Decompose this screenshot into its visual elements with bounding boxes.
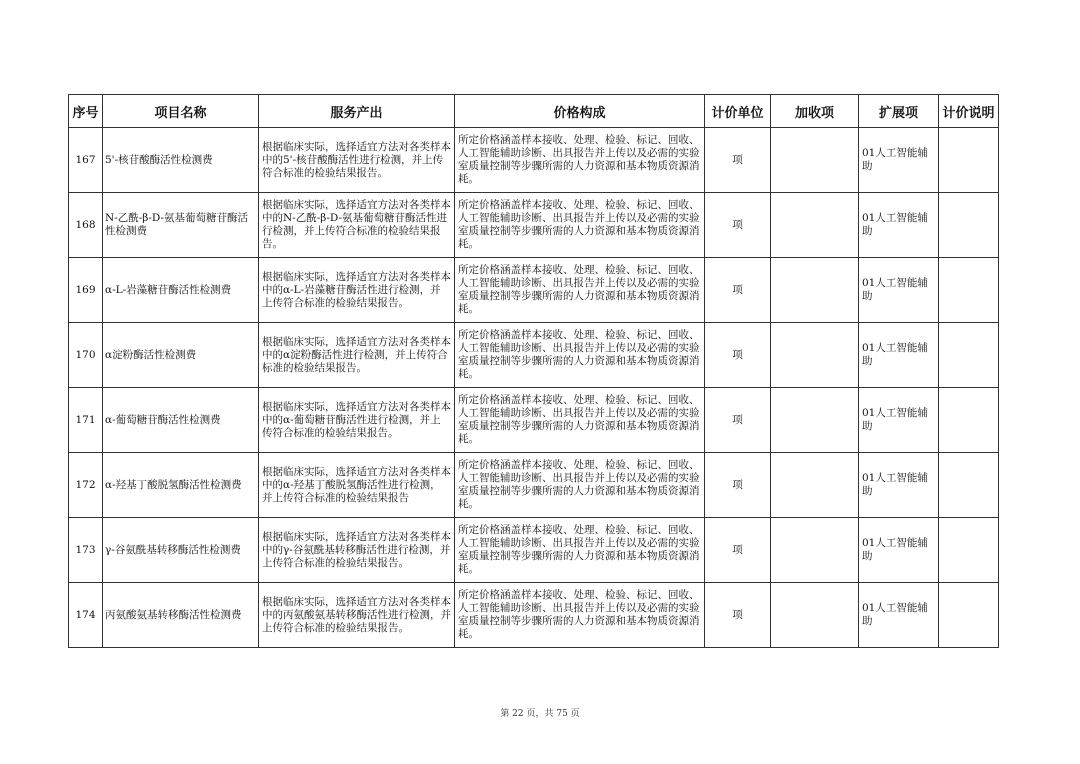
row-price: 所定价格涵盖样本接收、处理、检验、标记、回收、人工智能辅助诊断、出具报告并上传以及必需的实验室质量控制等步骤所需的人力资源和基本物质资源消耗。 — [455, 128, 705, 193]
row-note — [939, 453, 999, 518]
header-row — [69, 95, 999, 128]
row-name: α-羟基丁酸脱氢酶活性检测费 — [103, 453, 259, 518]
row-seq: 173 — [69, 518, 103, 583]
page-number: 第 22 页，共 75 页 — [500, 709, 580, 719]
row-price: 所定价格涵盖样本接收、处理、检验、标记、回收、人工智能辅助诊断、出具报告并上传以及必需的实验室质量控制等步骤所需的人力资源和基本物质资源消耗。 — [455, 453, 705, 518]
header-seq: 序号 — [69, 95, 103, 128]
row-extension: 01人工智能辅助 — [859, 128, 939, 193]
row-unit: 项 — [705, 193, 771, 258]
header-service: 服务产出 — [259, 95, 455, 128]
row-service: 根据临床实际，选择适宜方法对各类样本中的γ-谷氨酰基转移酶活性进行检测，并上传符合标准的检验结果报告。 — [259, 518, 455, 583]
row-seq: 174 — [69, 583, 103, 648]
row-surcharge — [771, 323, 859, 388]
row-name: α-L-岩藻糖苷酶活性检测费 — [103, 258, 259, 323]
row-service: 根据临床实际，选择适宜方法对各类样本中的α-L-岩藻糖苷酶活性进行检测，并上传符合标准的检验结果报告。 — [259, 258, 455, 323]
row-service: 根据临床实际，选择适宜方法对各类样本中的α-葡萄糖苷酶活性进行检测，并上传符合标准的检验结果报告。 — [259, 388, 455, 453]
row-surcharge — [771, 128, 859, 193]
header-surcharge: 加收项 — [771, 95, 859, 128]
row-extension: 01人工智能辅助 — [859, 583, 939, 648]
row-seq: 170 — [69, 323, 103, 388]
row-seq: 171 — [69, 388, 103, 453]
row-price: 所定价格涵盖样本接收、处理、检验、标记、回收、人工智能辅助诊断、出具报告并上传以及必需的实验室质量控制等步骤所需的人力资源和基本物质资源消耗。 — [455, 193, 705, 258]
row-surcharge — [771, 388, 859, 453]
row-seq: 167 — [69, 128, 103, 193]
row-extension: 01人工智能辅助 — [859, 388, 939, 453]
table-row — [69, 258, 999, 323]
row-unit: 项 — [705, 583, 771, 648]
row-seq: 172 — [69, 453, 103, 518]
row-name: 5'-核苷酸酶活性检测费 — [103, 128, 259, 193]
row-note — [939, 258, 999, 323]
table-row — [69, 193, 999, 258]
row-extension: 01人工智能辅助 — [859, 258, 939, 323]
row-surcharge — [771, 583, 859, 648]
row-surcharge — [771, 518, 859, 583]
row-unit: 项 — [705, 323, 771, 388]
row-price: 所定价格涵盖样本接收、处理、检验、标记、回收、人工智能辅助诊断、出具报告并上传以及必需的实验室质量控制等步骤所需的人力资源和基本物质资源消耗。 — [455, 258, 705, 323]
row-service: 根据临床实际，选择适宜方法对各类样本中的丙氨酸氨基转移酶活性进行检测，并上传符合标准的检验结果报告。 — [259, 583, 455, 648]
row-service: 根据临床实际，选择适宜方法对各类样本中的N-乙酰-β-D-氨基葡萄糖苷酶活性进行检测，并上传符合标准的检验结果报告。 — [259, 193, 455, 258]
row-seq: 168 — [69, 193, 103, 258]
header-unit: 计价单位 — [705, 95, 771, 128]
table-row — [69, 583, 999, 648]
row-unit: 项 — [705, 258, 771, 323]
row-name: γ-谷氨酰基转移酶活性检测费 — [103, 518, 259, 583]
row-extension: 01人工智能辅助 — [859, 193, 939, 258]
row-service: 根据临床实际，选择适宜方法对各类样本中的α-羟基丁酸脱氢酶活性进行检测，并上传符合标准的检验结果报告 — [259, 453, 455, 518]
row-price: 所定价格涵盖样本接收、处理、检验、标记、回收、人工智能辅助诊断、出具报告并上传以及必需的实验室质量控制等步骤所需的人力资源和基本物质资源消耗。 — [455, 518, 705, 583]
row-price: 所定价格涵盖样本接收、处理、检验、标记、回收、人工智能辅助诊断、出具报告并上传以及必需的实验室质量控制等步骤所需的人力资源和基本物质资源消耗。 — [455, 388, 705, 453]
row-name: N-乙酰-β-D-氨基葡萄糖苷酶活性检测费 — [103, 193, 259, 258]
fee-table — [68, 94, 999, 648]
row-service: 根据临床实际，选择适宜方法对各类样本中的5'-核苷酸酶活性进行检测，并上传符合标准的检验结果报告。 — [259, 128, 455, 193]
row-surcharge — [771, 453, 859, 518]
row-unit: 项 — [705, 388, 771, 453]
row-name: 丙氨酸氨基转移酶活性检测费 — [103, 583, 259, 648]
row-note — [939, 388, 999, 453]
table-row — [69, 518, 999, 583]
table-row — [69, 453, 999, 518]
header-note: 计价说明 — [939, 95, 999, 128]
table-row — [69, 323, 999, 388]
table-row — [69, 128, 999, 193]
row-note — [939, 518, 999, 583]
table-row — [69, 388, 999, 453]
row-name: α-葡萄糖苷酶活性检测费 — [103, 388, 259, 453]
row-extension: 01人工智能辅助 — [859, 518, 939, 583]
header-name: 项目名称 — [103, 95, 259, 128]
row-seq: 169 — [69, 258, 103, 323]
row-note — [939, 583, 999, 648]
row-service: 根据临床实际，选择适宜方法对各类样本中的α淀粉酶活性进行检测，并上传符合标准的检验结果报告。 — [259, 323, 455, 388]
row-note — [939, 323, 999, 388]
row-name: α淀粉酶活性检测费 — [103, 323, 259, 388]
header-price: 价格构成 — [455, 95, 705, 128]
row-note — [939, 193, 999, 258]
row-surcharge — [771, 193, 859, 258]
header-extension: 扩展项 — [859, 95, 939, 128]
row-unit: 项 — [705, 453, 771, 518]
row-note — [939, 128, 999, 193]
row-price: 所定价格涵盖样本接收、处理、检验、标记、回收、人工智能辅助诊断、出具报告并上传以及必需的实验室质量控制等步骤所需的人力资源和基本物质资源消耗。 — [455, 323, 705, 388]
row-unit: 项 — [705, 128, 771, 193]
row-unit: 项 — [705, 518, 771, 583]
row-surcharge — [771, 258, 859, 323]
row-extension: 01人工智能辅助 — [859, 323, 939, 388]
row-price: 所定价格涵盖样本接收、处理、检验、标记、回收、人工智能辅助诊断、出具报告并上传以及必需的实验室质量控制等步骤所需的人力资源和基本物质资源消耗。 — [455, 583, 705, 648]
row-extension: 01人工智能辅助 — [859, 453, 939, 518]
